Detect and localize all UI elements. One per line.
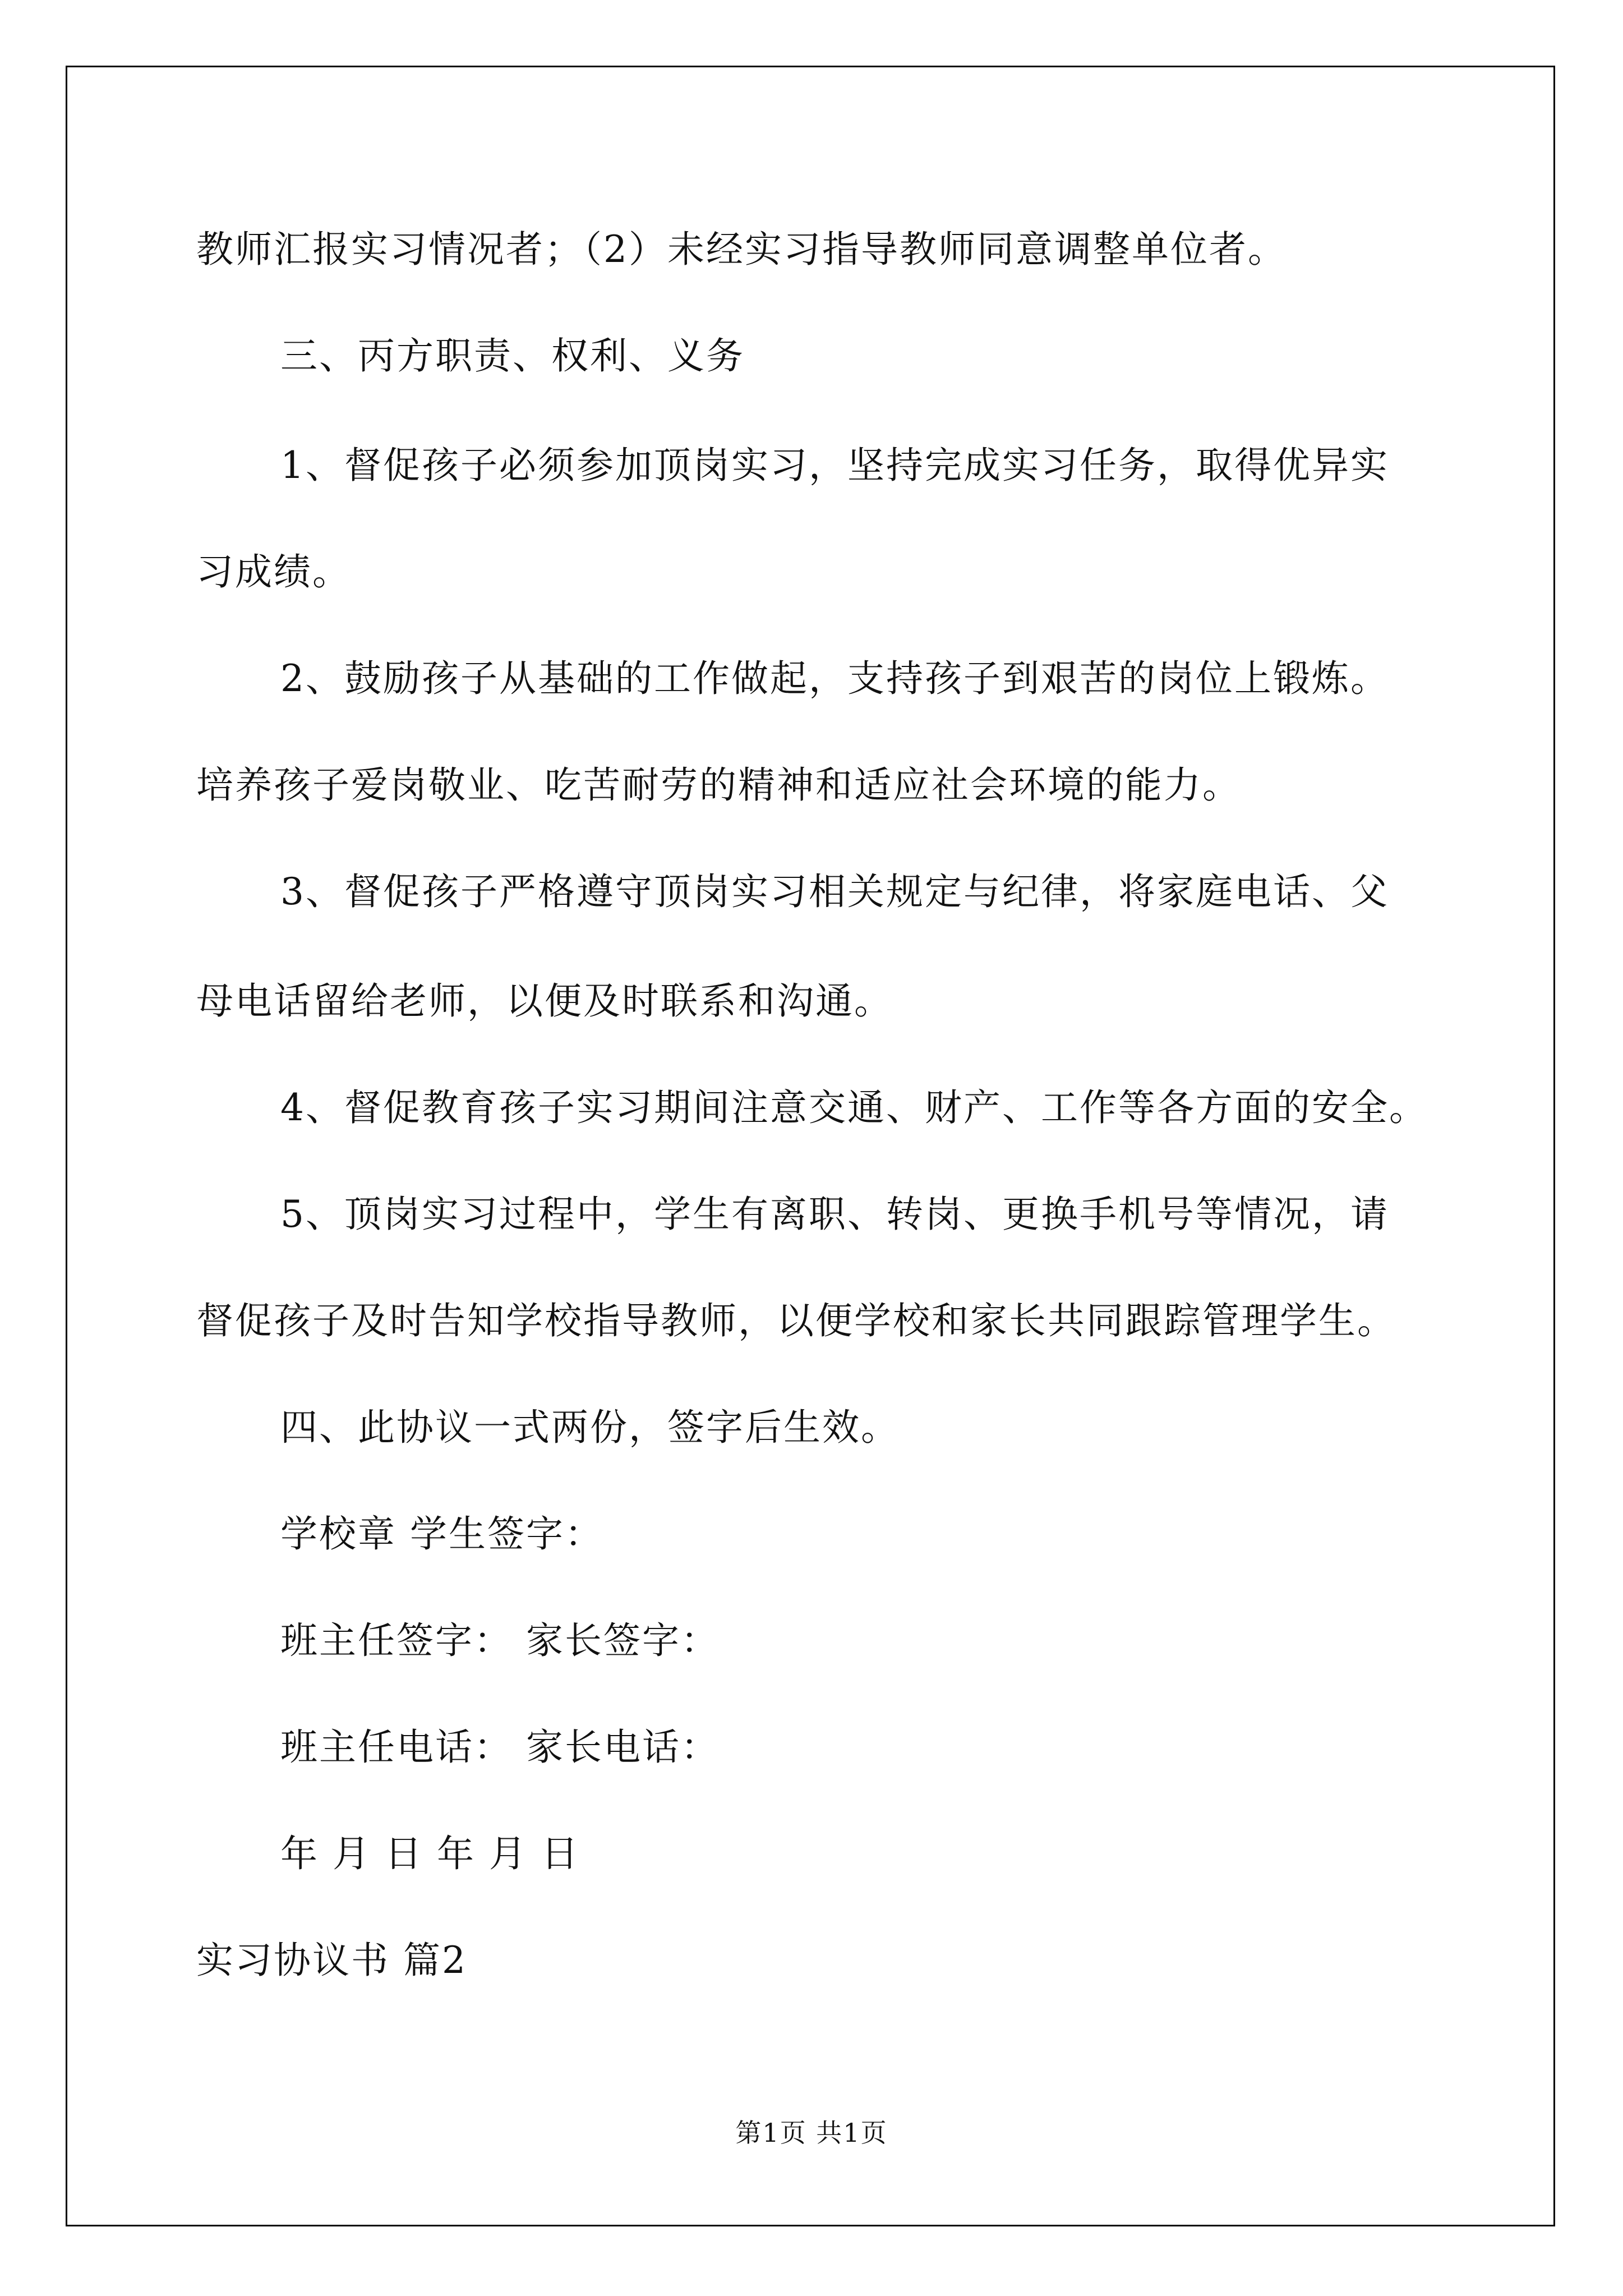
- clause-2-line-2: 培养孩子爱岗敬业、吃苦耐劳的精神和适应社会环境的能力。: [196, 763, 1241, 807]
- text-line-1: 教师汇报实习情况者；（2）未经实习指导教师同意调整单位者。: [196, 228, 1287, 271]
- section-heading-3: 三、丙方职责、权利、义务: [280, 334, 745, 378]
- date-line: 年 月 日 年 月 日: [280, 1832, 580, 1875]
- clause-5-line-2: 督促孩子及时告知学校指导教师，以便学校和家长共同跟踪管理学生。: [196, 1299, 1396, 1342]
- clause-1-line-1: 1、督促孩子必须参加顶岗实习，坚持完成实习任务，取得优异实: [280, 444, 1389, 487]
- section-heading-4: 四、此协议一式两份，签字后生效。: [280, 1406, 900, 1449]
- signature-teacher-parent: 班主任签字： 家长签字：: [280, 1619, 720, 1662]
- clause-3-line-2: 母电话留给老师，以便及时联系和沟通。: [196, 979, 893, 1023]
- clause-1-line-2: 习成绩。: [196, 550, 351, 593]
- clause-4: 4、督促教育孩子实习期间注意交通、财产、工作等各方面的安全。: [280, 1086, 1428, 1129]
- clause-5-line-1: 5、顶岗实习过程中，学生有离职、转岗、更换手机号等情况，请: [280, 1193, 1389, 1236]
- signature-school-student: 学校章 学生签字：: [280, 1512, 603, 1556]
- page-border: [66, 66, 1555, 2226]
- phone-teacher-parent: 班主任电话： 家长电话：: [280, 1726, 720, 1769]
- clause-3-line-1: 3、督促孩子严格遵守顶岗实习相关规定与纪律，将家庭电话、父: [280, 870, 1389, 913]
- next-section-title: 实习协议书 篇2: [196, 1939, 467, 1982]
- page-footer: 第1页 共1页: [735, 2118, 888, 2148]
- clause-2-line-1: 2、鼓励孩子从基础的工作做起，支持孩子到艰苦的岗位上锻炼。: [280, 657, 1389, 700]
